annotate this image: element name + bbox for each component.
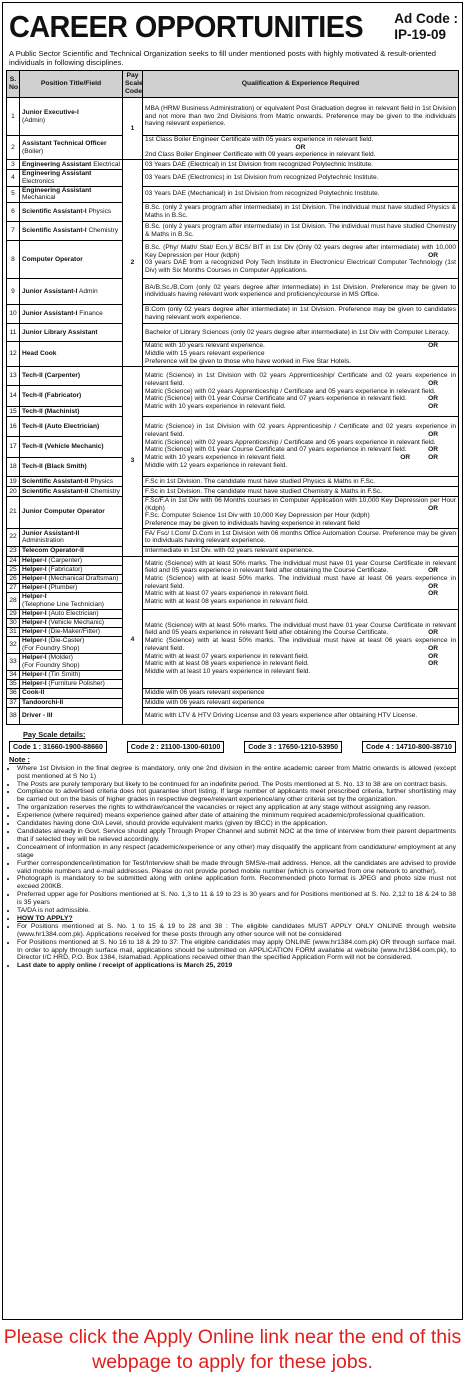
qualification-cell: 03 Years DAE (Electronics) in 1st Division from recognized Polytechnic Institute. — [143, 170, 459, 186]
position-title: Scientific Assistant-II — [22, 477, 89, 485]
pay-code-cell: 2 — [123, 160, 143, 367]
row-sno: 14 — [7, 385, 20, 406]
position-field: Finance — [77, 310, 103, 318]
table-row — [7, 496, 459, 528]
position-field: (Vehicle Mechanic) — [46, 618, 105, 626]
row-sno: 7 — [7, 221, 20, 240]
row-position — [20, 160, 123, 170]
position-title: Junior Executive-I — [22, 108, 79, 116]
row-sno: 24 — [7, 556, 20, 565]
position-title: Tech-II (Machinist) — [22, 407, 80, 415]
row-sno: 29 — [7, 609, 20, 618]
pay-code-box: Code 2 : 21100-1300-60100 — [127, 741, 225, 753]
pay-code-box: Code 1 : 31660-1900-88660 — [9, 741, 107, 753]
position-field: (Tin Smith) — [46, 670, 81, 678]
qualification-cell: 03 Years DAE (Mechanical) in 1st Division from recognized Polytechnic Institute. — [143, 186, 459, 202]
qualification-cell: 1st Class Boiler Engineer Certificate with 05 years experience in relevant field. OR 2nd Class Boiler Engineer Certificate with 09 years experience in relevant field. — [143, 136, 459, 160]
row-sno: 12 — [7, 341, 20, 366]
row-position — [20, 416, 123, 436]
table-row — [7, 528, 459, 546]
header-pay: Pay Scale Code — [123, 71, 143, 98]
position-title: Helper-I — [22, 618, 47, 626]
row-sno: 28 — [7, 592, 20, 609]
ad-header — [3, 3, 462, 49]
row-position — [20, 496, 123, 528]
pay-scale-codes — [9, 741, 456, 753]
row-sno: 32 — [7, 636, 20, 653]
position-field: Mechanical — [22, 194, 56, 202]
row-position — [20, 592, 123, 609]
row-sno: 22 — [7, 528, 20, 546]
qualification-cell: Intermediate in 1st Div. with 02 years relevant experience. — [143, 546, 459, 556]
row-sno: 36 — [7, 688, 20, 698]
position-title: Computer Operator — [22, 255, 83, 263]
position-field: (Boiler) — [22, 147, 44, 155]
pay-scale-title: Pay Scale details: — [23, 729, 86, 739]
position-title: Tech-II (Carpenter) — [22, 372, 81, 380]
row-position — [20, 366, 123, 385]
position-field: Chemistry — [86, 227, 119, 235]
table-row — [7, 98, 459, 136]
position-field: (Telephone Line Technician) — [22, 600, 104, 608]
position-title: Helper-I — [22, 679, 47, 687]
table-row — [7, 136, 459, 160]
note-item: • HOW TO APPLY? — [17, 915, 456, 923]
table-row — [7, 278, 459, 304]
apply-online-banner: Please click the Apply Online link near the end of this webpage to apply for these jobs. — [3, 1326, 462, 1373]
table-row — [7, 186, 459, 202]
position-field: Physics — [88, 477, 114, 485]
row-position — [20, 627, 123, 636]
table-row — [7, 341, 459, 366]
position-title: Helper-I — [22, 574, 47, 582]
row-position — [20, 304, 123, 323]
row-sno: 15 — [7, 406, 20, 416]
position-title: Junior Assistant-I — [22, 287, 78, 295]
qualification-cell: Matric (Science) in 1st Division with 02 years Apprenticeship / Certificate and 02 years experience in relevant field. OR Matric (Science) with 02 years Apprenticeship / Certificate and 05 years experience in relevant field. OR Matric (Science) with 01 year Course Certificate and 07 years experience in relevant field. OR Matric with 10 years experience in relevant field. OR Middle with 12 years experience in relevant field. — [143, 416, 459, 476]
position-title: Telecom Operator-II — [22, 547, 84, 555]
position-field: Electrical — [91, 160, 120, 168]
row-position — [20, 583, 123, 592]
table-row — [7, 202, 459, 221]
position-field: (Carpenter) — [46, 556, 83, 564]
row-sno: 23 — [7, 546, 20, 556]
row-sno: 18 — [7, 457, 20, 476]
row-position — [20, 565, 123, 574]
qualification-cell: B.Sc. (Phy/ Math/ Stat/ Ecn.)/ BCS/ BIT in 1st Div (Only 02 years degree after intermediate) with 10,000 Key Depression per Hour (kdph) OR 03 years DAE from a recognized Poly Tech Institute in Electronics/ Electrical/ Computer Technology (1st Div) with Six Months Courses in Computer Applications. — [143, 240, 459, 278]
table-row — [7, 416, 459, 436]
row-sno: 37 — [7, 698, 20, 707]
row-sno: 27 — [7, 583, 20, 592]
row-sno: 5 — [7, 186, 20, 202]
row-sno: 38 — [7, 707, 20, 724]
row-position — [20, 278, 123, 304]
ad-code-label: Ad Code : — [394, 11, 458, 26]
row-sno: 1 — [7, 98, 20, 136]
row-sno: 35 — [7, 679, 20, 688]
table-row — [7, 170, 459, 186]
position-title: Helper-I — [22, 627, 47, 635]
note-item: • Last date to apply online / receipt of applications is March 25, 2019 — [17, 962, 456, 970]
row-position — [20, 406, 123, 416]
position-field: Chemistry — [88, 487, 120, 495]
qualification-cell: B.Sc. (only 2 years program after intermediate) in 1st Division. The individual must have studied Chemistry & Maths in B.Sc. — [143, 221, 459, 240]
position-field: (Mechanical Draftsman) — [46, 574, 119, 582]
row-sno: 30 — [7, 618, 20, 627]
qualification-cell: 03 Years DAE (Electrical) in 1st Division from recognized Polytechnic Institute. — [143, 160, 459, 170]
qualification-cell: Middle with 06 years relevant experience — [143, 688, 459, 698]
position-title: Helper-I — [22, 609, 47, 617]
table-row — [7, 476, 459, 486]
qualification-cell: Matric (Science) with at least 50% marks. The individual must have 01 year Course Certificate in relevant field and 05 years experience in relevant field after obtaining the Course Certificate. OR Matric (Science) with at least 50% marks. The individual must have at least 06 years experience in relevant field. OR Matric with at least 07 years experience in relevant field. OR Matric with at least 08 years experience in relevant field. OR Middle with at least 10 years experience in relevant field. — [143, 609, 459, 688]
note-item: • Photograph is mandatory to be submitted along with online application form. Recommended photo format is JPEG and photo size must not exceed 200KB. — [17, 875, 456, 891]
table-row — [7, 160, 459, 170]
position-title: Tech-II (Fabricator) — [22, 392, 82, 400]
position-title: Engineering Assistant — [22, 170, 92, 178]
position-field: (Plumber) — [46, 583, 78, 591]
position-field: Administration — [22, 537, 64, 545]
row-position — [20, 385, 123, 406]
row-sno: 2 — [7, 136, 20, 160]
posts-body — [7, 98, 459, 725]
row-position — [20, 670, 123, 679]
qualification-cell: F.Sc/F.A in 1st Div with 06 Months courses in Computer Application with 10,000 Key Depression per Hour (Kdph) OR F.Sc. Computer Science 1st Div with 10,000 Key Depression per Hour (kdph) Preference may be given to individuals having experience in relevant field — [143, 496, 459, 528]
qualification-cell: FA/ Fsc/ I.Com/ D.Com in 1st Division with 06 months Office Automation Course. Preference may be given to individuals having relevant experience. — [143, 528, 459, 546]
row-sno: 34 — [7, 670, 20, 679]
position-title: Helper-I — [22, 637, 47, 645]
qualification-cell: F.Sc in 1st Division. The candidate must have studied Physics & Maths in F.Sc. — [143, 476, 459, 486]
row-sno: 21 — [7, 496, 20, 528]
note-item: • Experience (where required) means experience gained after date of attaining the minimum required academic/professional qualification. — [17, 812, 456, 820]
qualification-cell: BA/B.Sc./B.Com (only 02 years degree after intermediate) in 1st Division. Preference may be given to individuals having relevant work experience and proficiency/course in MS Office. — [143, 278, 459, 304]
row-sno: 31 — [7, 627, 20, 636]
row-position — [20, 653, 123, 670]
position-title: Tech-II (Black Smith) — [22, 463, 87, 471]
position-title: Tandoorchi-II — [22, 698, 64, 706]
position-title: Helper-I — [22, 654, 47, 662]
row-position — [20, 609, 123, 618]
table-row — [7, 609, 459, 618]
header-sno: S. No — [7, 71, 20, 98]
row-position — [20, 457, 123, 476]
row-sno: 13 — [7, 366, 20, 385]
table-row — [7, 698, 459, 707]
row-position — [20, 528, 123, 546]
row-position — [20, 202, 123, 221]
row-position — [20, 636, 123, 653]
header-qualification: Qualification & Experience Required — [143, 71, 459, 98]
table-row — [7, 546, 459, 556]
row-sno: 19 — [7, 476, 20, 486]
position-title: Assistant Technical Officer — [22, 139, 107, 147]
position-field: Physics — [86, 208, 112, 216]
position-title: Head Cook — [22, 350, 57, 358]
row-position — [20, 221, 123, 240]
pay-code-cell: 3 — [123, 366, 143, 556]
note-item: • The Posts are purely temporary but likely to be continued for an indefinite period. The Posts mentioned at S. No. 13 to 38 are on contract basis. — [17, 781, 456, 789]
position-title: Helper-I — [22, 670, 47, 678]
note-item: • For Positions mentioned at S. No 16 to 18 & 29 to 37: The eligible candidates may apply ONLINE (www.hr1384.com.pk) OR through surface mail. In order to apply through surface mail, applications should be submitted on APPLICATION FORM available at website (www.hr1384.com.pk), to Director I/C HRD, P.O. Box 1384, Islamabad. Applications received other than the specified Application Form will not be considered. — [17, 939, 456, 963]
position-title: Helper-I — [22, 556, 47, 564]
position-title: Helper-I — [22, 583, 47, 591]
pay-code-box: Code 3 : 17650-1210-53950 — [244, 741, 342, 753]
note-item: • Where 1st Division in the final degree is mandatory, only one 2nd division in the entire academic career from Matric onwards is allowed (except post mentioned at S No 1) — [17, 765, 456, 781]
row-position — [20, 556, 123, 565]
pay-code-cell: 1 — [123, 98, 143, 160]
row-sno: 20 — [7, 486, 20, 496]
position-field: (For Foundry Shop) — [22, 644, 80, 652]
position-title: Driver - III — [22, 711, 53, 719]
position-title: Junior Library Assistant — [22, 328, 98, 336]
position-field: (Molder) — [46, 654, 73, 662]
qualification-cell: B.Sc. (only 2 years program after intermediate) in 1st Division. The individual must have studied Physics & Maths in B.Sc. — [143, 202, 459, 221]
position-title: Scientific Assistant-II — [22, 487, 89, 495]
note-item: • Concealment of information in any respect (academic/experience or any other) may disqualify the applicant from candidature/ employment at any stage — [17, 844, 456, 860]
table-row — [7, 304, 459, 323]
position-field: (Admin) — [22, 116, 46, 124]
pay-code-box: Code 4 : 14710-800-38710 — [362, 741, 456, 753]
row-sno: 8 — [7, 240, 20, 278]
ad-code — [394, 11, 458, 43]
position-title: Engineering Assistant — [22, 186, 92, 194]
table-row — [7, 240, 459, 278]
position-field: (Auto Electrician) — [46, 609, 99, 617]
qualification-cell: Matric (Science) in 1st Division with 02 years Apprenticeship/ Certificate and 02 years experience in relevant field. OR Matric (Science) with 02 years Apprenticeship / Certificate and 05 years experience in relevant field. OR Matric (Science) with 01 year Course Certificate and 07 years experience in relevant field. OR Matric with 10 years experience in relevant field. — [143, 366, 459, 416]
position-title: Scientific Assistant-I — [22, 208, 87, 216]
intro-text: A Public Sector Scientific and Technical Organization seeks to fill under mentioned posts with highly motivated & result-oriented individuals in following disciplines. — [9, 49, 437, 67]
position-title: Junior Assistant-II — [22, 529, 80, 537]
row-position — [20, 341, 123, 366]
row-position — [20, 240, 123, 278]
header-position: Position Title/Field — [20, 71, 123, 98]
row-position — [20, 170, 123, 186]
row-sno: 4 — [7, 170, 20, 186]
position-field: (Fabricator) — [46, 565, 83, 573]
row-sno: 6 — [7, 202, 20, 221]
row-position — [20, 679, 123, 688]
table-row — [7, 486, 459, 496]
position-field: Admin — [77, 287, 98, 295]
row-position — [20, 707, 123, 724]
table-row — [7, 556, 459, 565]
row-sno: 33 — [7, 653, 20, 670]
row-sno: 11 — [7, 323, 20, 341]
position-title: Helper-I — [22, 565, 47, 573]
row-position — [20, 136, 123, 160]
ad-code-value: IP-19-09 — [394, 27, 447, 42]
position-field: (For Foundry Shop) — [22, 661, 80, 669]
row-position — [20, 688, 123, 698]
note-item: • Compliance to advertised criteria does not guarantee short listing. If large number of applicants meet prescribed criteria, further shortlisting may be carried out on the basis of higher grades in respective degree/relevant experience/any other criteria set by the organization. — [17, 788, 456, 804]
table-row — [7, 366, 459, 385]
note-item: • For Positions mentioned at S. No. 1 to 15 & 19 to 28 and 38 : The eligible candidates MUST APPLY ONLY ONLINE through website (www.hr1384.com.pk). Applications received for these posts through any other source will not be considered — [17, 923, 456, 939]
row-sno: 3 — [7, 160, 20, 170]
row-sno: 25 — [7, 565, 20, 574]
position-title: Scientific Assistant-I — [22, 227, 87, 235]
position-title: Helper-I — [22, 593, 47, 601]
position-title: Junior Assistant-I — [22, 310, 78, 318]
table-row — [7, 688, 459, 698]
position-title: Junior Computer Operator — [22, 508, 105, 516]
row-position — [20, 486, 123, 496]
table-row — [7, 221, 459, 240]
position-title: Tech-II (Auto Electrician) — [22, 422, 100, 430]
qualification-cell: Matric with 10 years relevant experience. OR Middle with 15 years relevant experience Preference will be given to those who have worked in Five Star Hotels. — [143, 341, 459, 366]
table-header-row — [7, 71, 459, 98]
qualification-cell: Matric (Science) with at least 50% marks. The individual must have 01 year Course Certificate in relevant field and 05 years experience in relevant field after obtaining the Course Certificate. OR Matric (Science) with at least 50% marks. The individual must have at least 06 years experience in relevant field. OR Matric with at least 07 years experience in relevant field. OR Matric with at least 08 years experience in relevant field. — [143, 556, 459, 609]
position-field: (Die-Caster) — [46, 637, 85, 645]
position-field: (Furniture Polisher) — [46, 679, 105, 687]
pay-code-cell: 4 — [123, 556, 143, 724]
advertisement — [2, 2, 463, 1320]
note-item: • Candidates already in Govt. Service should apply Through Proper Channel and submit NOC at the time of interview from their parent departments that if selected they will be relieved accordingly. — [17, 828, 456, 844]
qualification-cell: Bachelor of Library Sciences (only 02 years degree after intermediate) in 1st Div with Computer Literacy. — [143, 323, 459, 341]
position-title: Tech-II (Vehicle Mechanic) — [22, 443, 104, 451]
position-title: Cook-II — [22, 689, 45, 697]
position-title: Engineering Assistant — [22, 160, 92, 168]
qualification-cell: MBA (HRM/ Business Administration) or equivalent Post Graduation degree in relevant field in 1st Division and not more than two 2nd Divisions from Matric onwards. Preference may be given to the individuals having relevant experience. — [143, 98, 459, 136]
notes-list — [3, 765, 462, 971]
row-position — [20, 186, 123, 202]
note-item: • Further correspondence/intimation for Test/Interview shall be made through SMS/e-mail address. Hence, all the candidates are advised to provide valid mobile numbers and e-mail addresses. Please do not provide ported mobile number (which is converted from one network to another). — [17, 860, 456, 876]
row-sno: 17 — [7, 436, 20, 457]
qualification-cell: F.Sc in 1st Division. The candidate must have studied Chemistry & Maths in F.Sc. — [143, 486, 459, 496]
row-position — [20, 618, 123, 627]
row-position — [20, 698, 123, 707]
qualification-cell: Middle with 06 years relevant experience — [143, 698, 459, 707]
qualification-cell: B.Com (only 02 years degree after intermediate) in 1st Division. Preference may be given to candidates having relevant work experience. — [143, 304, 459, 323]
row-position — [20, 323, 123, 341]
note-item: • The organization reserves the rights to withdraw/cancel the vacancies or reject any application at any stage without assigning any reason. — [17, 804, 456, 812]
row-sno: 26 — [7, 574, 20, 583]
table-row — [7, 707, 459, 724]
position-field: Electronics — [22, 177, 55, 185]
note-title: Note : — [9, 754, 30, 764]
note-item: • TA/DA is not admissible. — [17, 907, 456, 915]
position-field: (Die-Maker/Fitter) — [46, 627, 101, 635]
row-sno: 16 — [7, 416, 20, 436]
row-sno: 10 — [7, 304, 20, 323]
posts-table — [6, 70, 459, 725]
row-position — [20, 98, 123, 136]
row-position — [20, 436, 123, 457]
row-sno: 9 — [7, 278, 20, 304]
row-position — [20, 546, 123, 556]
table-row — [7, 323, 459, 341]
page-title: CAREER OPPORTUNITIES — [9, 9, 364, 44]
note-item: • Preferred upper age for Positions mentioned at S. No. 1,3 to 11 & 19 to 23 is 30 years and for Positions mentioned at S. No. 2,12 to 18 & 24 to 38 is 35 years — [17, 891, 456, 907]
row-position — [20, 574, 123, 583]
qualification-cell: Matric with LTV & HTV Driving License and 03 years experience after obtaining HTV License. — [143, 707, 459, 724]
row-position — [20, 476, 123, 486]
note-item: • Candidates having done O/A Level, should provide equivalent marks (given by IBCC) in the application. — [17, 820, 456, 828]
